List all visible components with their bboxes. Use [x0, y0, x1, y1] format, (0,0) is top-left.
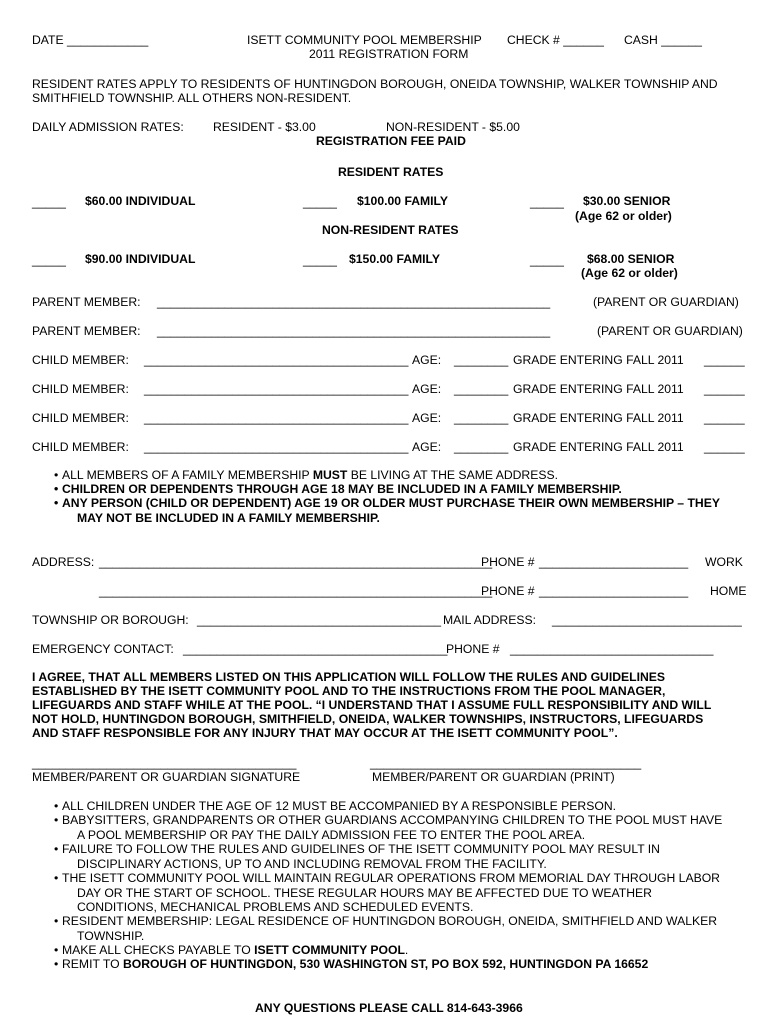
phone-label: PHONE #: [481, 555, 535, 569]
print-name-field[interactable]: ________________________________________: [370, 756, 642, 770]
emergency-contact-field[interactable]: _______________________________________: [183, 642, 448, 656]
registration-fee-heading: REGISTRATION FEE PAID: [316, 134, 466, 148]
township-label: TOWNSHIP OR BOROUGH:: [32, 613, 189, 627]
work-label: WORK: [705, 555, 743, 569]
agreement-text: I AGREE, THAT ALL MEMBERS LISTED ON THIS APPLICATION WILL FOLLOW THE RULES AND GUIDELINES: [32, 670, 666, 684]
grade-label: GRADE ENTERING FALL 2011: [513, 353, 684, 367]
child-member-label: CHILD MEMBER:: [32, 353, 129, 367]
child-member-field[interactable]: _______________________________________: [144, 411, 409, 425]
nonresident-family-rate: $150.00 FAMILY: [349, 252, 441, 266]
child-member-label: CHILD MEMBER:: [32, 411, 129, 425]
age-label: AGE:: [412, 440, 442, 454]
child-member-field[interactable]: _______________________________________: [144, 440, 409, 454]
age-field[interactable]: ________: [454, 353, 509, 367]
form-subtitle: 2011 REGISTRATION FORM: [309, 47, 469, 61]
address-label: ADDRESS:: [32, 555, 95, 569]
grade-label: GRADE ENTERING FALL 2011: [513, 382, 684, 396]
pool-rule-item: • BABYSITTERS, GRANDPARENTS OR OTHER GUARDIANS ACCOMPANYING CHILDREN TO THE POOL MUST HAVE A POOL MEMBERSHIP OR PAY THE DAILY ADMISSION FEE TO ENTER THE POOL AREA.: [54, 813, 723, 842]
emergency-phone-field[interactable]: ______________________________: [510, 642, 714, 656]
bullet-icon: •: [54, 813, 59, 827]
check-number-field[interactable]: CHECK # ______: [507, 33, 604, 47]
parent-member-label: PARENT MEMBER:: [32, 324, 141, 338]
agreement-text: LIFEGUARDS AND STAFF WHILE AT THE POOL. “I UNDERSTAND THAT I ASSUME FULL RESPONSIBILITY AND WILL: [32, 698, 712, 712]
daily-admission-label: DAILY ADMISSION RATES:: [32, 120, 184, 134]
work-phone-field[interactable]: ______________________: [539, 555, 689, 569]
bullet-icon: •: [54, 914, 59, 928]
bullet-icon: •: [54, 871, 59, 885]
grade-field[interactable]: ______: [704, 382, 745, 396]
agreement-text: ESTABLISHED BY THE ISETT COMMUNITY POOL AND TO THE INSTRUCTIONS FROM THE POOL MANAGER,: [32, 684, 666, 698]
phone-label: PHONE #: [446, 642, 500, 656]
age-label: AGE:: [412, 353, 442, 367]
resident-note: RESIDENT RATES APPLY TO RESIDENTS OF HUNTINGDON BOROUGH, ONEIDA TOWNSHIP, WALKER TOWNSHIP AND: [32, 77, 718, 91]
pool-rule-item: • REMIT TO BOROUGH OF HUNTINGDON, 530 WASHINGTON ST, PO BOX 592, HUNTINGDON PA 16652: [54, 957, 649, 971]
nonresident-senior-age: (Age 62 or older): [581, 266, 678, 280]
parent-guardian-suffix: (PARENT OR GUARDIAN): [597, 324, 743, 338]
bullet-icon: •: [54, 842, 59, 856]
address-field[interactable]: __________________________________________________________: [99, 555, 493, 569]
child-member-field[interactable]: _______________________________________: [144, 353, 409, 367]
resident-rates-heading: RESIDENT RATES: [338, 165, 444, 179]
grade-label: GRADE ENTERING FALL 2011: [513, 411, 684, 425]
mail-address-field[interactable]: ____________________________: [552, 613, 742, 627]
nonresident-senior-checkbox[interactable]: _____: [530, 253, 564, 267]
daily-nonresident-rate: NON-RESIDENT - $5.00: [386, 120, 520, 134]
phone-label: PHONE #: [481, 584, 535, 598]
child-member-label: CHILD MEMBER:: [32, 440, 129, 454]
bullet-icon: •: [54, 496, 59, 510]
print-name-label: MEMBER/PARENT OR GUARDIAN (PRINT): [372, 770, 615, 784]
form-title: ISETT COMMUNITY POOL MEMBERSHIP: [247, 33, 482, 47]
resident-note-cont: SMITHFIELD TOWNSHIP. ALL OTHERS NON-RESIDENT.: [32, 91, 352, 105]
grade-label: GRADE ENTERING FALL 2011: [513, 440, 684, 454]
child-member-label: CHILD MEMBER:: [32, 382, 129, 396]
cash-field[interactable]: CASH ______: [624, 33, 702, 47]
family-rule-item: • ALL MEMBERS OF A FAMILY MEMBERSHIP MUST BE LIVING AT THE SAME ADDRESS.: [54, 468, 558, 482]
bullet-icon: •: [54, 957, 59, 971]
pool-rule-item: • MAKE ALL CHECKS PAYABLE TO ISETT COMMUNITY POOL.: [54, 943, 409, 957]
pool-rule-item: • FAILURE TO FOLLOW THE RULES AND GUIDELINES OF THE ISETT COMMUNITY POOL MAY RESULT IN DISCIPLINARY ACTIONS, UP TO AND INCLUDING REMOVAL FROM THE FACILITY.: [54, 842, 660, 871]
resident-individual-checkbox[interactable]: _____: [32, 195, 66, 209]
grade-field[interactable]: ______: [704, 440, 745, 454]
pool-rule-item: • ALL CHILDREN UNDER THE AGE OF 12 MUST BE ACCOMPANIED BY A RESPONSIBLE PERSON.: [54, 799, 617, 813]
bullet-icon: •: [54, 482, 59, 496]
home-phone-field[interactable]: ______________________: [539, 584, 689, 598]
age-field[interactable]: ________: [454, 440, 509, 454]
signature-label: MEMBER/PARENT OR GUARDIAN SIGNATURE: [32, 770, 301, 784]
signature-field[interactable]: _______________________________________: [32, 756, 297, 770]
grade-field[interactable]: ______: [704, 353, 745, 367]
agreement-text: NOT HOLD, HUNTINGDON BOROUGH, SMITHFIELD, ONEIDA, WALKER TOWNSHIPS, INSTRUCTORS, LIFEGUARDS: [32, 712, 704, 726]
home-label: HOME: [710, 584, 747, 598]
parent-guardian-suffix: (PARENT OR GUARDIAN): [593, 295, 739, 309]
nonresident-family-checkbox[interactable]: _____: [303, 253, 337, 267]
questions-contact: ANY QUESTIONS PLEASE CALL 814-643-3966: [255, 1001, 523, 1015]
nonresident-senior-rate: $68.00 SENIOR: [587, 252, 675, 266]
parent-member-field[interactable]: __________________________________________________________: [157, 324, 551, 338]
bullet-icon: •: [54, 943, 59, 957]
age-label: AGE:: [412, 411, 442, 425]
daily-resident-rate: RESIDENT - $3.00: [213, 120, 316, 134]
nonresident-individual-checkbox[interactable]: _____: [32, 253, 66, 267]
child-member-field[interactable]: _______________________________________: [144, 382, 409, 396]
family-rule-item: • CHILDREN OR DEPENDENTS THROUGH AGE 18 MAY BE INCLUDED IN A FAMILY MEMBERSHIP.: [54, 482, 622, 496]
resident-senior-age: (Age 62 or older): [575, 209, 672, 223]
bullet-icon: •: [54, 799, 59, 813]
parent-member-field[interactable]: __________________________________________________________: [157, 295, 551, 309]
family-rule-item: • ANY PERSON (CHILD OR DEPENDENT) AGE 19 OR OLDER MUST PURCHASE THEIR OWN MEMBERSHIP – THEY MAY NOT BE INCLUDED IN A FAMILY MEMBERSHIP.: [54, 496, 720, 525]
emergency-contact-label: EMERGENCY CONTACT:: [32, 642, 174, 656]
agreement-text: AND STAFF RESPONSIBLE FOR ANY INJURY THAT MAY OCCUR AT THE ISETT COMMUNITY POOL”.: [32, 726, 618, 740]
age-label: AGE:: [412, 382, 442, 396]
address-field[interactable]: __________________________________________________________: [99, 584, 493, 598]
resident-family-checkbox[interactable]: _____: [303, 195, 337, 209]
resident-individual-rate: $60.00 INDIVIDUAL: [85, 194, 196, 208]
resident-senior-checkbox[interactable]: _____: [530, 195, 564, 209]
pool-rule-item: • THE ISETT COMMUNITY POOL WILL MAINTAIN REGULAR OPERATIONS FROM MEMORIAL DAY THROUGH LABOR DAY OR THE START OF SCHOOL. THESE REGULAR HOURS MAY BE AFFECTED DUE TO WEATHER CONDITIONS, MECHANICAL PROBLEMS AND SCHEDULED EVENTS.: [54, 871, 720, 915]
date-field[interactable]: DATE ____________: [32, 33, 149, 47]
mail-address-label: MAIL ADDRESS:: [443, 613, 537, 627]
nonresident-rates-heading: NON-RESIDENT RATES: [322, 223, 459, 237]
age-field[interactable]: ________: [454, 382, 509, 396]
age-field[interactable]: ________: [454, 411, 509, 425]
resident-senior-rate: $30.00 SENIOR: [583, 194, 671, 208]
resident-family-rate: $100.00 FAMILY: [357, 194, 449, 208]
nonresident-individual-rate: $90.00 INDIVIDUAL: [85, 252, 196, 266]
bullet-icon: •: [54, 468, 59, 482]
grade-field[interactable]: ______: [704, 411, 745, 425]
pool-rule-item: • RESIDENT MEMBERSHIP: LEGAL RESIDENCE OF HUNTINGDON BOROUGH, ONEIDA, SMITHFIELD AND WALKER TOWNSHIP.: [54, 914, 718, 943]
parent-member-label: PARENT MEMBER:: [32, 295, 141, 309]
township-field[interactable]: ____________________________________: [197, 613, 442, 627]
